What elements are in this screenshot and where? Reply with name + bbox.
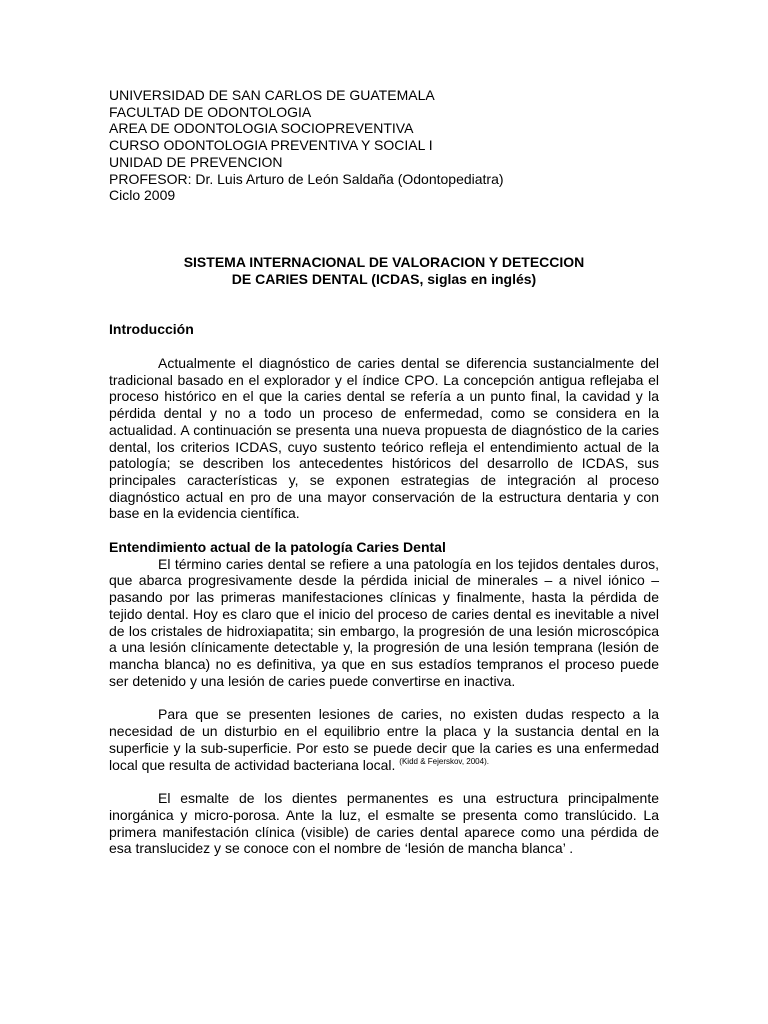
header-faculty: FACULTAD DE ODONTOLOGIA: [109, 103, 312, 120]
header-cycle: Ciclo 2009: [109, 187, 176, 204]
document-title: [109, 254, 659, 287]
paragraph-lesion-conditions-text: Para que se presenten lesiones de caries, no existen dudas respecto a la necesidad de un disturbio en el equilibrio entre la placa y la sustancia dental en la superficie y la sub-superficie. Por esto se puede decir que la caries es una enfermedad local que resulta de actividad bacteriana local.: [109, 706, 659, 773]
section-heading-introduccion: Introducción: [109, 321, 194, 338]
paragraph-caries-definition: El término caries dental se refiere a una patología en los tejidos dentales duros, que abarca progresivamente desde la pérdida inicial de minerales – a nivel iónico – pasando por las primeras manifestaciones clínicas y finalmente, hasta la pérdida de tejido dental. Hoy es claro que el inicio del proceso de caries dental es inevitable a nivel de los cristales de hidroxiapatita; sin embargo, la progresión de una lesión microscópica a una lesión clínicamente detectable y, la progresión de una lesión temprana (lesión de mancha blanca) no es definitiva, ya que en sus estadíos tempranos el proceso puede ser detenido y una lesión de caries puede convertirse en inactiva.: [109, 555, 659, 689]
document-page: [109, 87, 659, 857]
institution-header: [109, 87, 659, 204]
header-professor: PROFESOR: Dr. Luis Arturo de León Saldaña (Odontopediatra): [109, 170, 504, 187]
header-area: AREA DE ODONTOLOGIA SOCIOPREVENTIVA: [109, 120, 414, 137]
title-line-2: DE CARIES DENTAL (ICDAS, siglas en inglés): [231, 270, 537, 287]
citation-kidd-fejerskov: (Kidd & Fejerskov, 2004).: [399, 756, 489, 766]
paragraph-enamel: El esmalte de los dientes permanentes es una estructura principalmente inorgánica y micro-porosa. Ante la luz, el esmalte se presenta como translúcido. La primera manifestación clínica (visible) de caries dental aparece como una pérdida de esa translucidez y se conoce con el nombre de ‘lesión de mancha blanca’ .: [109, 790, 659, 857]
header-unit: UNIDAD DE PREVENCION: [109, 153, 283, 170]
section-heading-entendimiento: Entendimiento actual de la patología Caries Dental: [109, 539, 446, 556]
header-university: UNIVERSIDAD DE SAN CARLOS DE GUATEMALA: [109, 87, 435, 103]
header-course: CURSO ODONTOLOGIA PREVENTIVA Y SOCIAL I: [109, 137, 433, 154]
title-line-1: SISTEMA INTERNACIONAL DE VALORACION Y DETECCION: [183, 253, 585, 270]
paragraph-introduccion: Actualmente el diagnóstico de caries dental se diferencia sustancialmente del tradicional basado en el explorador y el índice CPO. La concepción antigua reflejaba el proceso histórico en el que la caries dental se refería a un punto final, la cavidad y la pérdida dental y no a todo un proceso de enfermedad, como se considera en la actualidad. A continuación se presenta una nueva propuesta de diagnóstico de la caries dental, los criterios ICDAS, cuyo sustento teórico refleja el entendimiento actual de la patología; se describen los antecedentes históricos del desarrollo de ICDAS, sus principales características y, se exponen estrategias de integración al proceso diagnóstico actual en pro de una mayor conservación de la estructura dentaria y con base en la evidencia científica.: [109, 355, 659, 522]
paragraph-lesion-conditions: [109, 706, 659, 773]
